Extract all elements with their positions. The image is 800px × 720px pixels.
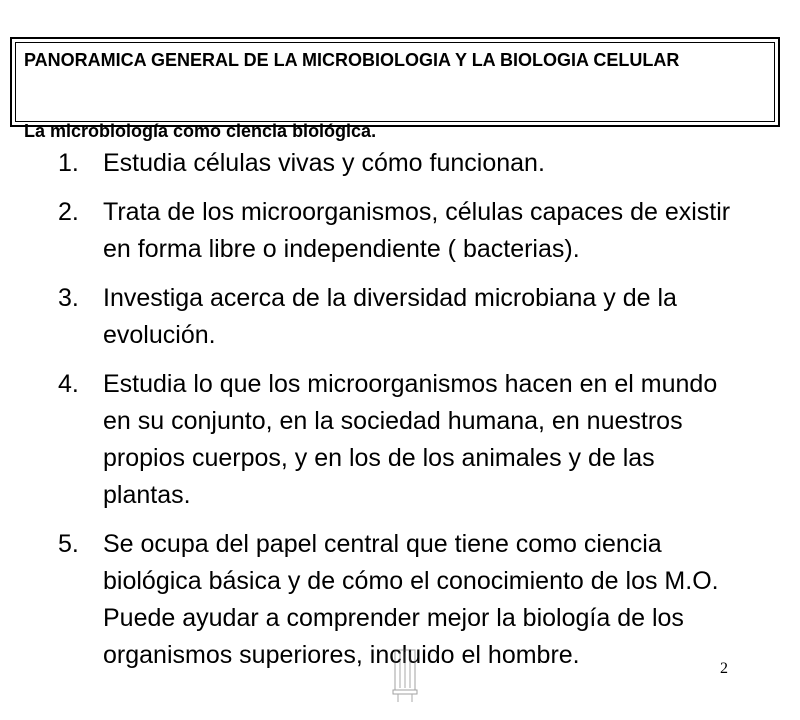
list-item-text: Estudia lo que los microorganismos hacen en el mundo en su conjunto, en la sociedad humana, en nuestros propios cuerpos, y en los de los animales y de las plantas.: [103, 370, 718, 509]
list-item: [58, 280, 748, 354]
list-item-number: 5.: [58, 530, 79, 558]
list-item: [58, 366, 748, 514]
list-item-number: 3.: [58, 284, 79, 312]
section-subtitle: La microbiología como ciencia biológica.: [24, 121, 377, 141]
list-item-text: Trata de los microorganismos, células capaces de existir en forma libre o independiente ( bacterias).: [103, 198, 731, 263]
list-item-number: 4.: [58, 370, 79, 398]
page-number: 2: [720, 660, 728, 677]
list-item: [58, 145, 748, 182]
numbered-list: [58, 145, 748, 686]
list-item: [58, 194, 748, 268]
list-item-text: Estudia células vivas y cómo funcionan.: [103, 149, 545, 177]
page-title: PANORAMICA GENERAL DE LA MICROBIOLOGIA Y LA BIOLOGIA CELULAR: [24, 50, 680, 70]
list-item-text: Se ocupa del papel central que tiene como ciencia biológica básica y de cómo el conocimiento de los M.O. Puede ayudar a comprender mejor la biología de los organismos superiores, incluido el hombre.: [103, 530, 726, 669]
list-item-number: 2.: [58, 198, 79, 226]
list-item-text: Investiga acerca de la diversidad microbiana y de la evolución.: [103, 284, 677, 349]
list-item-number: 1.: [58, 149, 79, 177]
watermark-emblem-icon: [392, 648, 418, 704]
